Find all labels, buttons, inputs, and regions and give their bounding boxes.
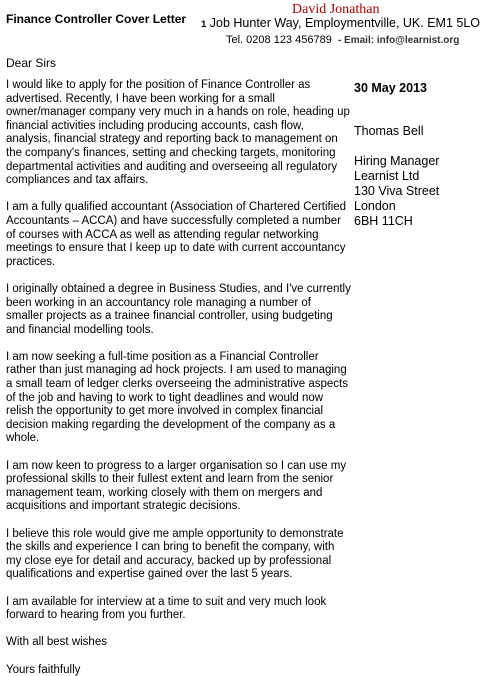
paragraph: I am a fully qualified accountant (Association of Chartered Certified Accountants – ACCA) and have successfully completed a number of courses with ACCA as well as attending regular networking meetings to ensure that I keep up to date with current accountancy practices.: [6, 201, 347, 268]
paragraph: I am available for interview at a time to suit and very much look forward to hearing from you further.: [6, 595, 327, 622]
recipient-company: Learnist Ltd: [354, 169, 420, 183]
recipient-street: 130 Viva Street: [354, 184, 440, 198]
phone-number: Tel. 0208 123 456789: [226, 34, 332, 46]
contact-line: [226, 34, 459, 46]
paragraph: I would like to apply for the position of Finance Controller as advertised. Recently, I have been working for a small owner/manager company very much in a hands on role, heading up financial activities including producing accounts, cash flow, analysis, financial strategy and reporting back to management on the company's finances, setting and checking targets, monitoring departmental activities and auditing and overseeing all regulatory compliances and tax affairs.: [6, 79, 350, 187]
address-number: 1: [201, 19, 207, 30]
recipient-title: Hiring Manager: [354, 154, 440, 168]
address-text: Job Hunter Way, Employmentville, UK. EM1 5LO: [209, 16, 481, 30]
recipient-name: Thomas Bell: [354, 124, 424, 138]
paragraph: I am now seeking a full-time position as a Financial Controller rather than just managing ad hock projects. I am used to managing a small team of ledger clerks overseeing the administrative aspects of the job and having to work to tight deadlines and would now relish the opportunity to get more involved in complex financial decision making regarding the development of the company as a whole.: [6, 350, 348, 445]
paragraph: I am now keen to progress to a larger organisation so I can use my professional skills to their fullest extent and learn from the senior management team, working closely with them on mergers and acquisitions and important strategic decisions.: [6, 459, 347, 513]
sign-off: Yours faithfully: [6, 663, 81, 676]
recipient-postcode: 6BH 11CH: [354, 214, 413, 228]
sender-name: David Jonathan: [292, 2, 380, 17]
recipient-block: [354, 81, 439, 229]
paragraph: I originally obtained a degree in Business Studies, and I've currently been working in an accountancy role managing a number of smaller projects as a trainee financial controller, using budgeting and financial modelling tools.: [6, 282, 351, 336]
letter-date: 30 May 2013: [354, 81, 427, 95]
document-title: Finance Controller Cover Letter: [6, 12, 187, 26]
recipient-city: London: [354, 199, 396, 213]
email-address: - Email: info@learnist.org: [337, 35, 460, 46]
greeting: Dear Sirs: [6, 56, 57, 70]
paragraph: I believe this role would give me ample opportunity to demonstrate the skills and experience I can bring to benefit the company, with my close eye for detail and accuracy, backed up by professional qualifications and expertise gained over the last 5 years.: [6, 527, 344, 581]
closing-wishes: With all best wishes: [6, 636, 107, 649]
sender-address: [201, 16, 480, 30]
letter-body: [6, 79, 351, 676]
